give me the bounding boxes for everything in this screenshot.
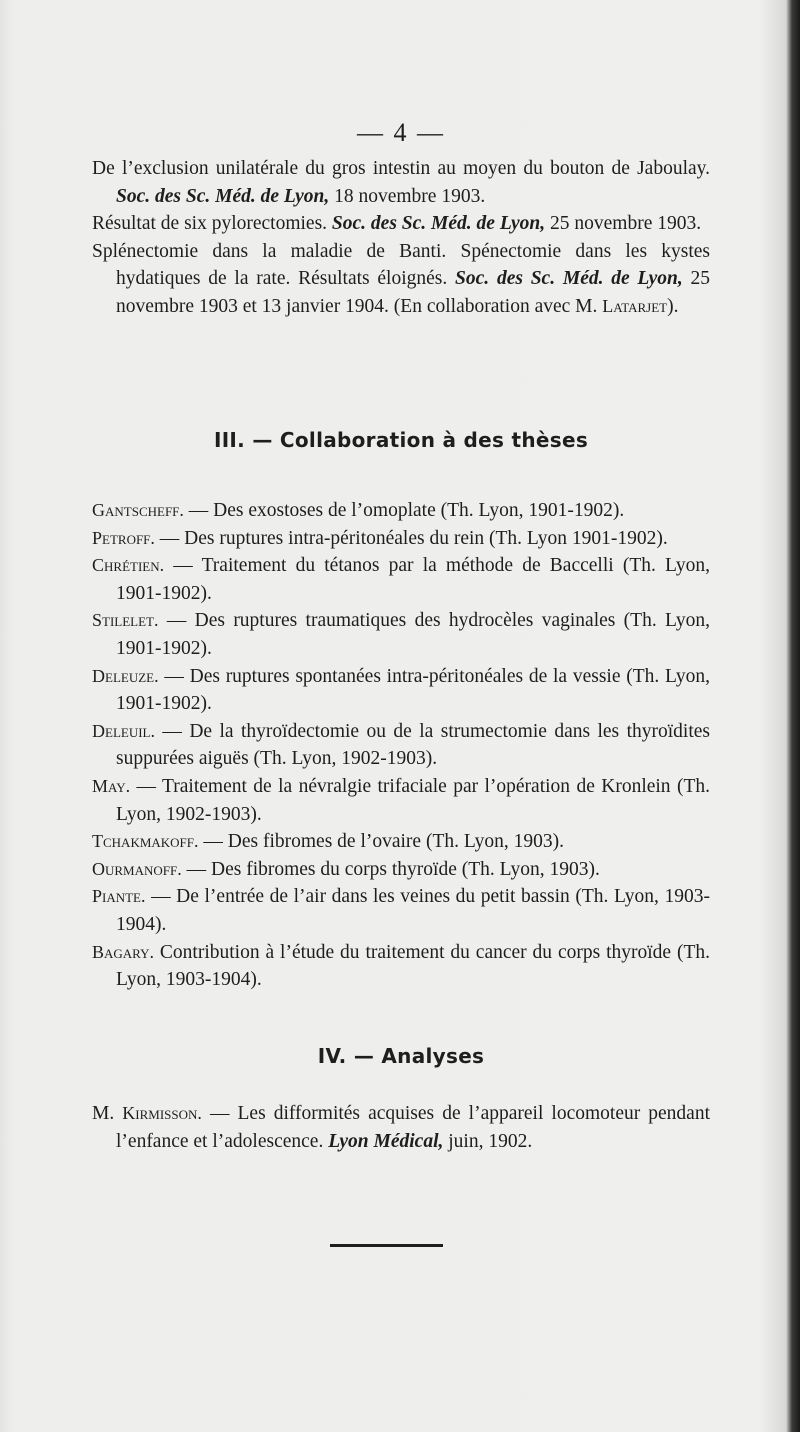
- thesis-entry: Chrétien. — Traitement du tétanos par la méthode de Baccelli (Th. Lyon, 1901-1902).: [92, 555, 710, 604]
- thesis-entry: Gantscheff. — Des exostoses de l’omoplate (Th. Lyon, 1901-1902).: [92, 500, 625, 521]
- thesis-entry: Piante. — De l’entrée de l’air dans les veines du petit bassin (Th. Lyon, 1903-1904).: [92, 886, 710, 935]
- thesis-entry: May. — Traitement de la névralgie trifaciale par l’opération de Kronlein (Th. Lyon, 1902-1903).: [92, 775, 710, 825]
- theses-list: [92, 497, 710, 994]
- thesis-entry: Deleuze. — Des ruptures spontanées intra-péritonéales de la vessie (Th. Lyon, 1901-1902).: [92, 665, 710, 715]
- section-heading-theses: III. — Collaboration à des thèses: [213, 428, 589, 452]
- section-heading-analyses: IV. — Analyses: [317, 1044, 485, 1068]
- page-number: — 4 —: [357, 118, 445, 147]
- thesis-entry: Petroff. — Des ruptures intra-péritonéales du rein (Th. Lyon 1901-1902).: [92, 527, 668, 549]
- publication-entry: Résultat de six pylorectomies. Soc. des Sc. Méd. de Lyon, 25 novembre 1903.: [92, 213, 702, 234]
- thesis-entry: Tchakmakoff. — Des fibromes de l’ovaire (Th. Lyon, 1903).: [92, 831, 565, 853]
- thesis-entry: Stilelet. — Des ruptures traumatiques des hydrocèles vaginales (Th. Lyon, 1901-1902).: [92, 610, 710, 659]
- publications-list: [92, 155, 710, 320]
- publication-entry: Splénectomie dans la maladie de Banti. Spénectomie dans les kystes hydatiques de la rate. Résultats éloignés. Soc. des Sc. Méd. de Lyon, 25 novembre 1903 et 13 janvier 1904. (En collaboration avec M. Latarjet).: [92, 240, 711, 317]
- analyses-list: [92, 1100, 710, 1155]
- thesis-entry: Deleuil. — De la thyroïdectomie ou de la strumectomie dans les thyroïdites suppurées aiguës (Th. Lyon, 1902-1903).: [92, 720, 710, 770]
- analysis-entry: M. Kirmisson. — Les difformités acquises de l’appareil locomoteur pendant l’enfance et l’adolescence. Lyon Médical, juin, 1902.: [92, 1103, 711, 1152]
- end-rule: [330, 1244, 443, 1247]
- thesis-entry: Bagary. Contribution à l’étude du traitement du cancer du corps thyroïde (Th. Lyon, 1903-1904).: [92, 941, 710, 991]
- thesis-entry: Ourmanoff. — Des fibromes du corps thyroïde (Th. Lyon, 1903).: [92, 858, 600, 880]
- publication-entry: De l’exclusion unilatérale du gros intestin au moyen du bouton de Jaboulay. Soc. des Sc. Méd. de Lyon, 18 novembre 1903.: [92, 158, 710, 207]
